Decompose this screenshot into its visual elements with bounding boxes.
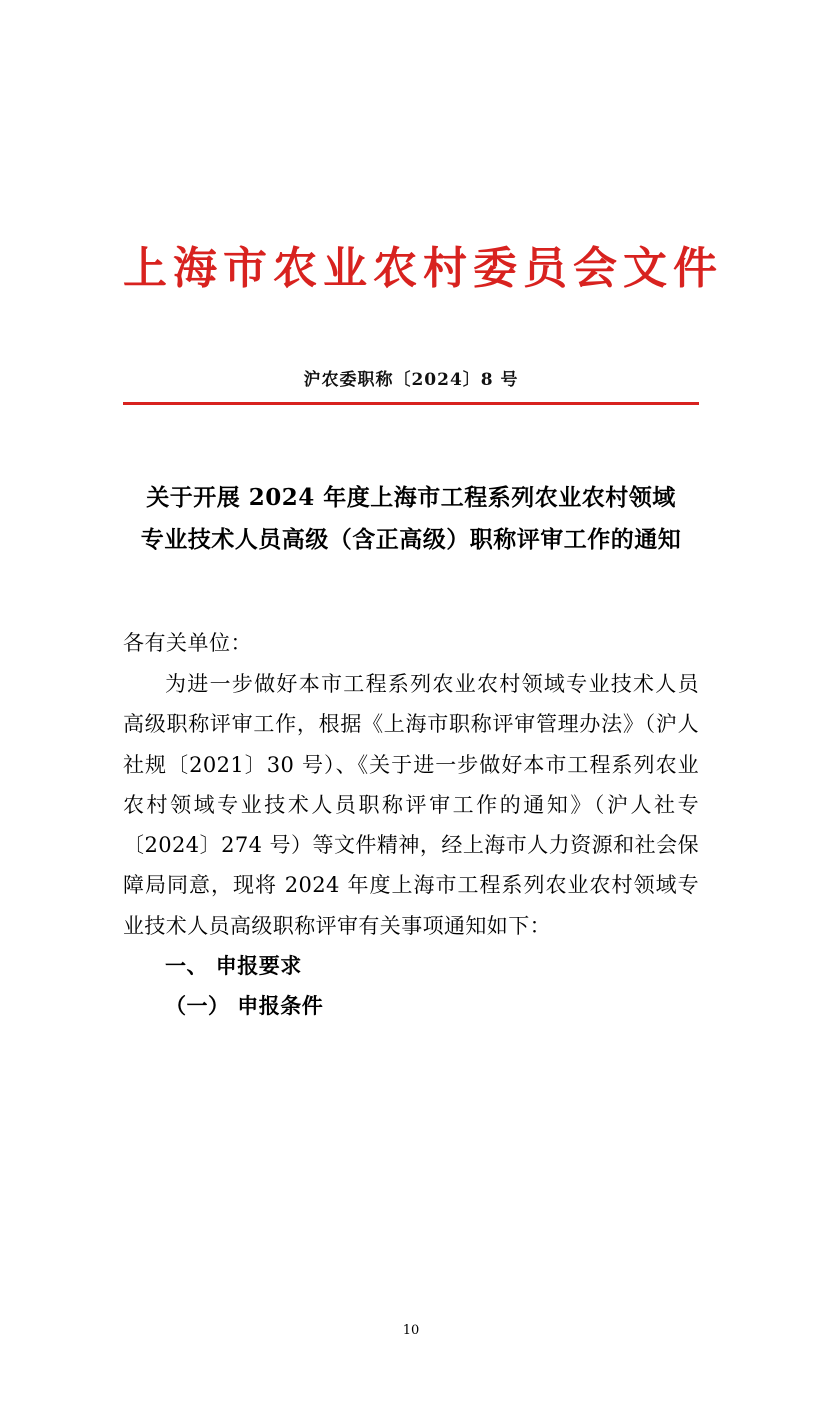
notice-title-line-2: 专业技术人员高级（含正高级）职称评审工作的通知 — [140, 526, 682, 554]
body-paragraph-1: 为进一步做好本市工程系列农业农村领域专业技术人员高级职称评审工作，根据《上海市职称评审管理办法》（沪人社规〔2021〕30 号）、《关于进一步做好本市工程系列农业农村领域专业技术人员职称评审工作的通知》（沪人社专〔2024〕274 号）等文件精神，经上海市人力资源和社会保障局同意，现将 2024 年度上海市工程系列农业农村领域专业技术人员高级职称评审有关事项通知如下： — [123, 671, 699, 938]
notice-title — [123, 477, 699, 562]
page-number: 10 — [402, 1323, 420, 1338]
salutation: 各有关单位： — [123, 630, 252, 655]
sub-heading-1: （一） 申报条件 — [165, 993, 324, 1019]
section-heading-1: 一、 申报要求 — [165, 953, 302, 979]
document-masthead-title: 上海市农业农村委员会文件 — [123, 243, 723, 294]
red-divider-rule — [123, 402, 699, 405]
document-number: 沪农委职称〔2024〕8 号 — [303, 370, 519, 391]
notice-title-line-1: 关于开展 2024 年度上海市工程系列农业农村领域 — [146, 483, 676, 511]
document-page — [0, 245, 822, 1410]
